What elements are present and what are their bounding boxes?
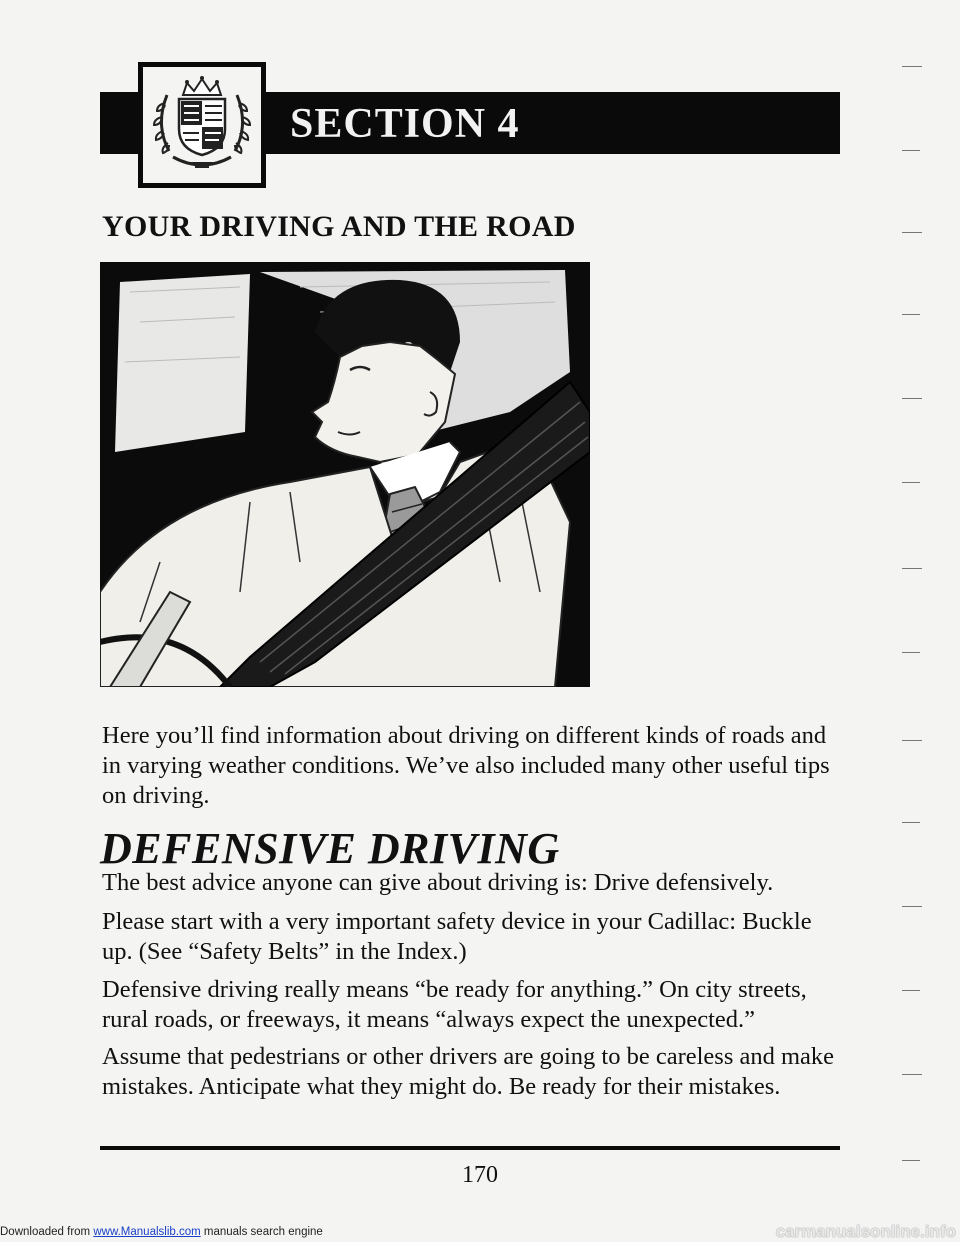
intro-paragraph: Here you’ll find information about driving on different kinds of roads and in varying weather conditions. We’ve also included many other useful tips on driving. — [102, 722, 830, 809]
watermark: carmanualsonline.info — [775, 1222, 956, 1241]
section-label: SECTION 4 — [290, 101, 520, 147]
crest-frame — [138, 62, 266, 188]
footer-prefix: Downloaded from — [0, 1226, 94, 1238]
paragraph: Defensive driving really means “be ready for anything.” On city streets, rural roads, or freeways, it means “always expect the unexpected.” — [102, 976, 807, 1033]
driver-with-seatbelt-illustration — [100, 262, 590, 687]
paragraph: Assume that pedestrians or other drivers are going to be careless and make mistakes. Anticipate what they might do. Be ready for their mistakes. — [102, 1043, 835, 1100]
cadillac-crest-icon — [151, 73, 253, 177]
paragraph: Please start with a very important safety device in your Cadillac: Buckle up. (See “Safety Belts” in the Index.) — [102, 908, 812, 965]
footer-rule — [100, 1146, 840, 1150]
manualslib-link[interactable]: www.Manualslib.com — [93, 1226, 201, 1238]
section-heading: DEFENSIVE DRIVING — [100, 824, 560, 873]
page-number: 170 — [462, 1162, 498, 1188]
download-footer — [0, 1226, 323, 1238]
paragraph: The best advice anyone can give about driving is: Drive defensively. — [102, 869, 774, 896]
footer-suffix: manuals search engine — [200, 1226, 323, 1238]
page-title: YOUR DRIVING AND THE ROAD — [102, 210, 576, 243]
